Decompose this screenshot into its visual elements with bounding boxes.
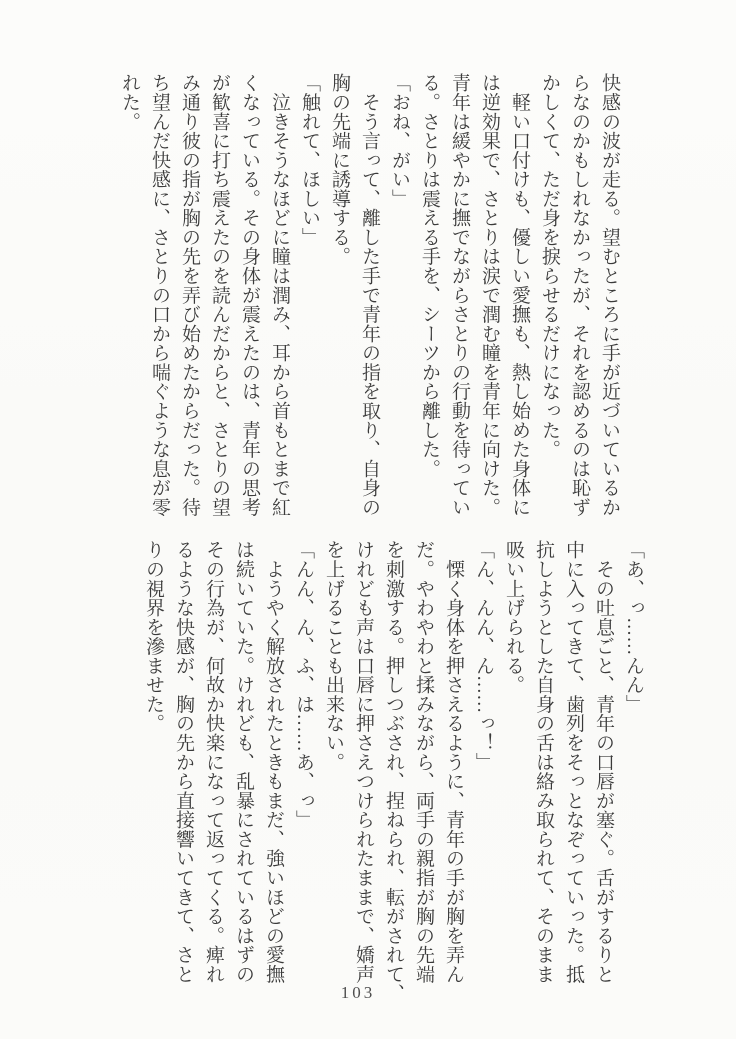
text-line: 慄く身体を押さえるように、青年の手が胸を弄ん: [443, 540, 464, 984]
text-line: りの視界を滲ませた。: [143, 540, 164, 733]
text-line: 抗しようとした自身の舌は絡み取られて、そのまま: [533, 540, 554, 984]
text-line: 吸い上げられる。: [503, 540, 524, 695]
text-line: るような快感が、胸の先から直接響いてきて、さと: [173, 540, 194, 984]
text-line: 軽い口付けも、優しい愛撫も、熱し始めた身体に: [509, 73, 530, 517]
text-line: かしくて、ただ身を捩らせるだけになった。: [539, 73, 560, 459]
text-line: 泣きそうなほどに瞳は潤み、耳から首もとまで紅: [269, 73, 290, 517]
text-line: 胸の先端に誘導する。: [329, 73, 350, 266]
text-line: 快感の波が走る。望むところに手が近づいているか: [599, 73, 620, 517]
text-line: らなのかもしれなかったが、それを認めるのは恥ず: [569, 73, 590, 517]
text-line: だ。やわやわと揉みながら、両手の親指が胸の先端: [413, 540, 434, 984]
text-line: その吐息ごと、青年の口唇が塞ぐ。舌がするりと: [593, 540, 614, 984]
text-line: る。さとりは震える手を、シーツから離した。: [419, 73, 440, 478]
dialogue-line: 「触れて、ほしい」: [299, 73, 320, 247]
page-number: 103: [340, 983, 376, 1002]
text-line: ようやく解放されたときもまだ、強いほどの愛撫: [263, 540, 284, 984]
text-line: は逆効果で、さとりは涙で潤む瞳を青年に向けた。: [479, 73, 500, 517]
text-line: その行為が、何故か快楽になって返ってくる。痺れ: [203, 540, 224, 984]
upper-text-band: [114, 73, 624, 521]
dialogue-line: 「ん、んん、ん……っ！」: [473, 540, 494, 772]
text-line: を刺激する。押しつぶされ、捏ねられ、転がされて、: [383, 540, 404, 1003]
text-line: けれども声は口唇に押さえつけられたままで、嬌声: [353, 540, 374, 984]
text-line: は続いていた。けれども、乱暴にされているはずの: [233, 540, 254, 984]
text-line: れた。: [119, 73, 140, 131]
dialogue-line: 「おね、がい」: [389, 73, 410, 208]
dialogue-line: 「んん、ん、ふ、は……あ、っ」: [293, 540, 314, 830]
text-line: 青年は緩やかに撫でながらさとりの行動を待ってい: [449, 73, 470, 517]
dialogue-line: 「あ、っ……んん」: [623, 540, 644, 714]
text-line: が歓喜に打ち震えたのを読んだからと、さとりの望: [209, 73, 230, 517]
text-line: ち望んだ快感に、さとりの口から喘ぐような息が零: [149, 73, 170, 517]
text-line: そう言って、離した手で青年の指を取り、自身の: [359, 73, 380, 517]
text-line: み通り彼の指が胸の先を弄び始めたからだった。待: [179, 73, 200, 517]
text-line: を上げることも出来ない。: [323, 540, 344, 772]
text-line: 中に入ってきて、歯列をそっとなぞっていった。抵: [563, 540, 584, 984]
text-line: くなっている。その身体が震えたのは、青年の思考: [239, 73, 260, 517]
